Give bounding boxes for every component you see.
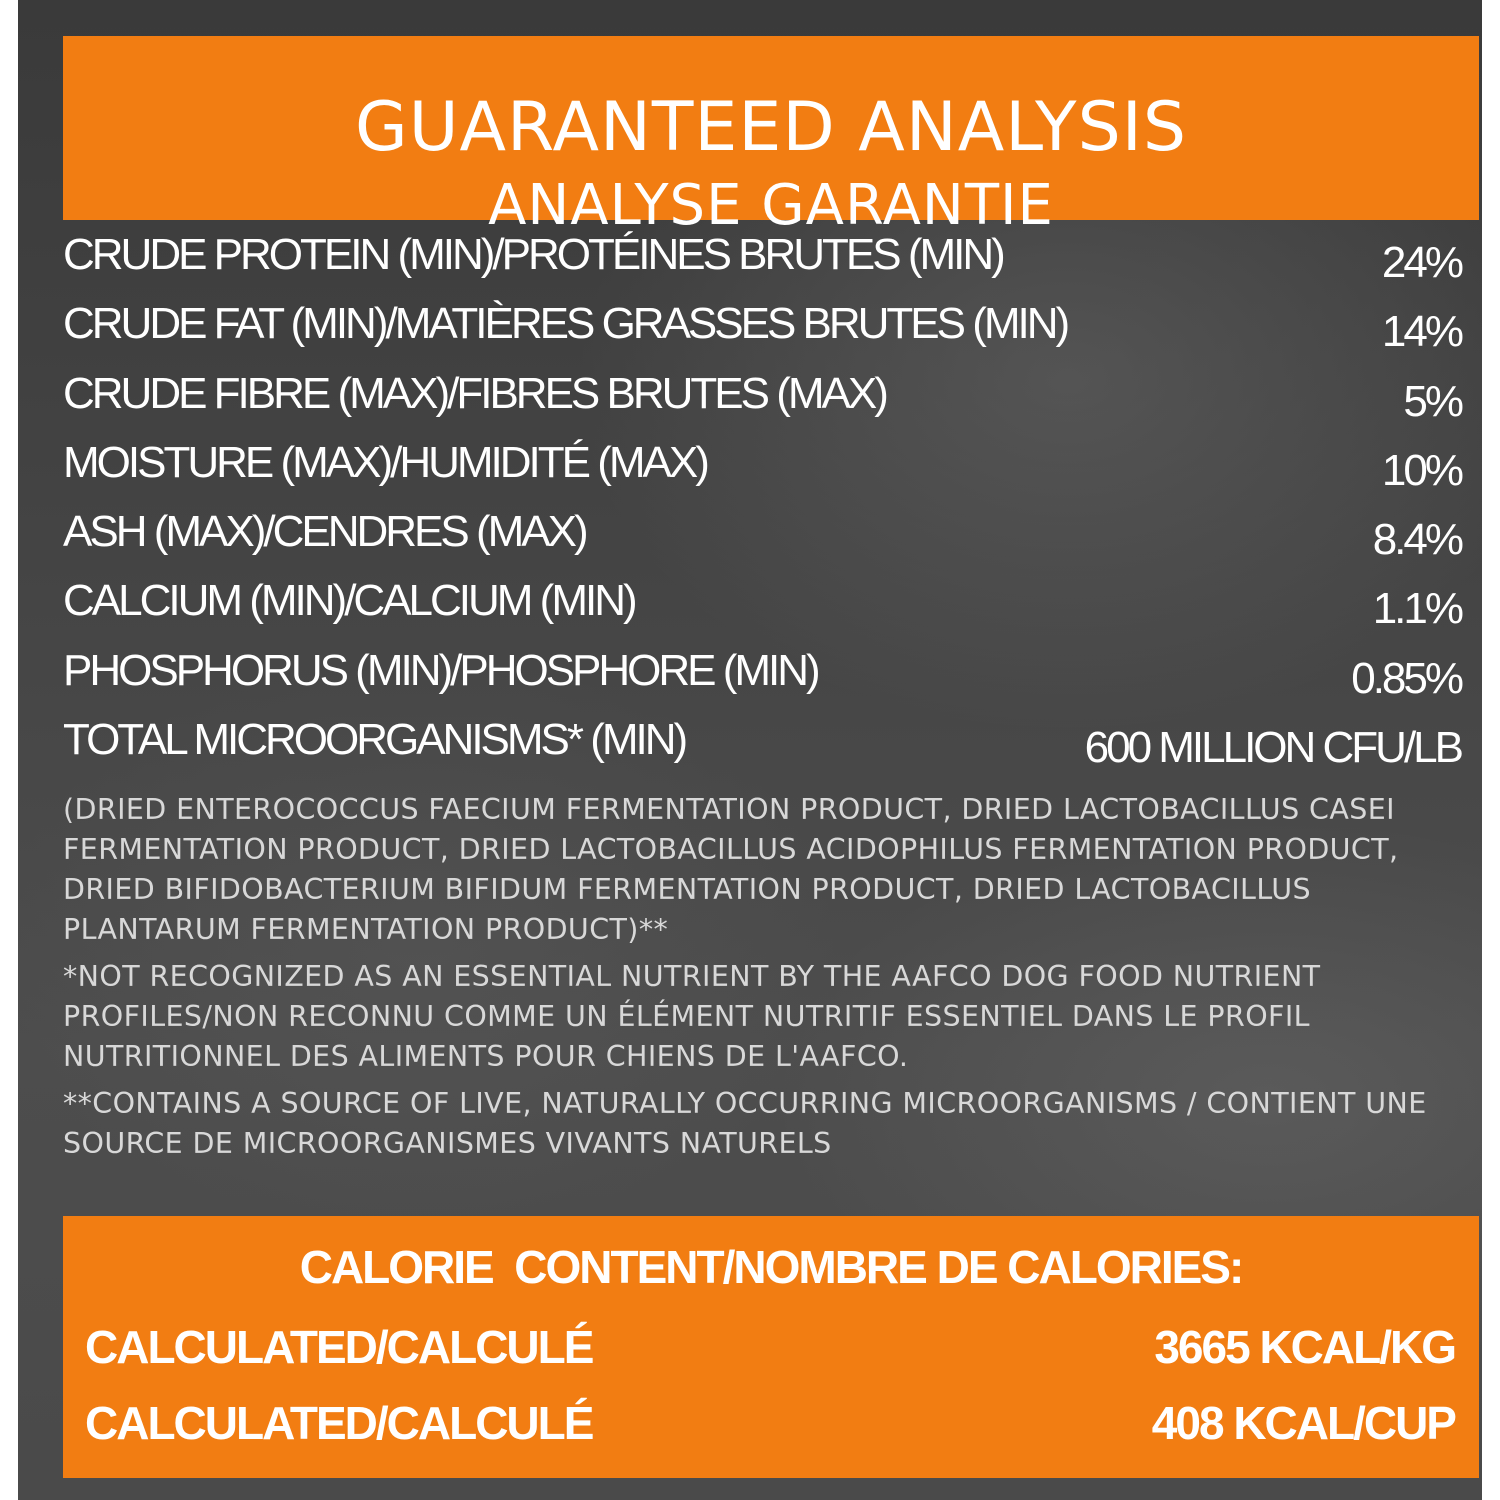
analysis-value: 600 MILLION CFU/LB	[1084, 723, 1461, 773]
analysis-table	[63, 222, 1461, 776]
analysis-value: 5%	[1403, 376, 1461, 426]
calorie-label: CALCULATED/CALCULÉ	[85, 1397, 593, 1449]
analysis-label: TOTAL MICROORGANISMS* (MIN)	[63, 715, 686, 765]
live-microorganisms-footnote: **CONTAINS A SOURCE OF LIVE, NATURALLY OCCURRING MICROORGANISMS / CONTIENT UNE SOURCE DE MICROORGANISMES VIVANTS NATURELS	[63, 1087, 1427, 1160]
calorie-label: CALCULATED/CALCULÉ	[85, 1321, 593, 1373]
label-panel	[18, 0, 1482, 1500]
analysis-label: CRUDE PROTEIN (MIN)/PROTÉINES BRUTES (MIN)	[63, 230, 1003, 279]
calorie-row-per-cup	[85, 1396, 1455, 1456]
guaranteed-analysis-header	[63, 36, 1479, 238]
calorie-value: 3665 KCAL/KG	[1154, 1321, 1455, 1373]
analysis-label: MOISTURE (MAX)/HUMIDITÉ (MAX)	[63, 437, 707, 487]
calorie-content-title: CALORIE CONTENT/NOMBRE DE CALORIES:	[299, 1241, 1243, 1293]
analysis-label: CRUDE FAT (MIN)/MATIÈRES GRASSES BRUTES (MIN)	[63, 299, 1068, 349]
analysis-value: 14%	[1381, 307, 1461, 357]
analysis-row-moisture	[63, 430, 1461, 499]
analysis-label: ASH (MAX)/CENDRES (MAX)	[63, 507, 586, 557]
analysis-value: 24%	[1381, 238, 1461, 287]
analysis-value: 1.1%	[1372, 584, 1461, 634]
analysis-row-calcium	[63, 568, 1461, 637]
analysis-row-crude-protein	[63, 222, 1461, 291]
analysis-value: 8.4%	[1372, 515, 1461, 565]
header-subtitle: ANALYSE GARANTIE	[488, 173, 1054, 238]
header-title: GUARANTEED ANALYSIS	[355, 88, 1187, 167]
microorganism-list-note: (DRIED ENTEROCOCCUS FAECIUM FERMENTATION PRODUCT, DRIED LACTOBACILLUS CASEI FERMENTATION PRODUCT, DRIED LACTOBACILLUS ACIDOPHILUS FERMENTATION PRODUCT, DRIED BIFIDOBACTERIUM BIFIDUM FERMENTATION PRODUCT, DRIED LACTOBACILLUS PLANTARUM FERMENTATION PRODUCT)**	[63, 793, 1399, 946]
analysis-row-crude-fibre	[63, 361, 1461, 430]
aafco-footnote: *NOT RECOGNIZED AS AN ESSENTIAL NUTRIENT BY THE AAFCO DOG FOOD NUTRIENT PROFILES/NON RECONNU COMME UN ÉLÉMENT NUTRITIF ESSENTIEL DANS LE PROFIL NUTRITIONNEL DES ALIMENTS POUR CHIENS DE L'AAFCO.	[63, 960, 1321, 1073]
analysis-label: CALCIUM (MIN)/CALCIUM (MIN)	[63, 576, 635, 626]
calorie-row-per-kg	[85, 1320, 1455, 1380]
analysis-row-ash	[63, 499, 1461, 568]
analysis-label: PHOSPHORUS (MIN)/PHOSPHORE (MIN)	[63, 645, 818, 695]
analysis-notes	[63, 790, 1463, 1171]
analysis-value: 10%	[1381, 445, 1461, 495]
analysis-row-phosphorus	[63, 638, 1461, 707]
calorie-value: 408 KCAL/CUP	[1151, 1397, 1455, 1449]
analysis-value: 0.85%	[1351, 653, 1461, 703]
analysis-row-crude-fat	[63, 291, 1461, 360]
analysis-label: CRUDE FIBRE (MAX)/FIBRES BRUTES (MAX)	[63, 368, 886, 418]
analysis-row-microorganisms	[63, 707, 1461, 776]
calorie-content-box	[63, 1216, 1479, 1478]
